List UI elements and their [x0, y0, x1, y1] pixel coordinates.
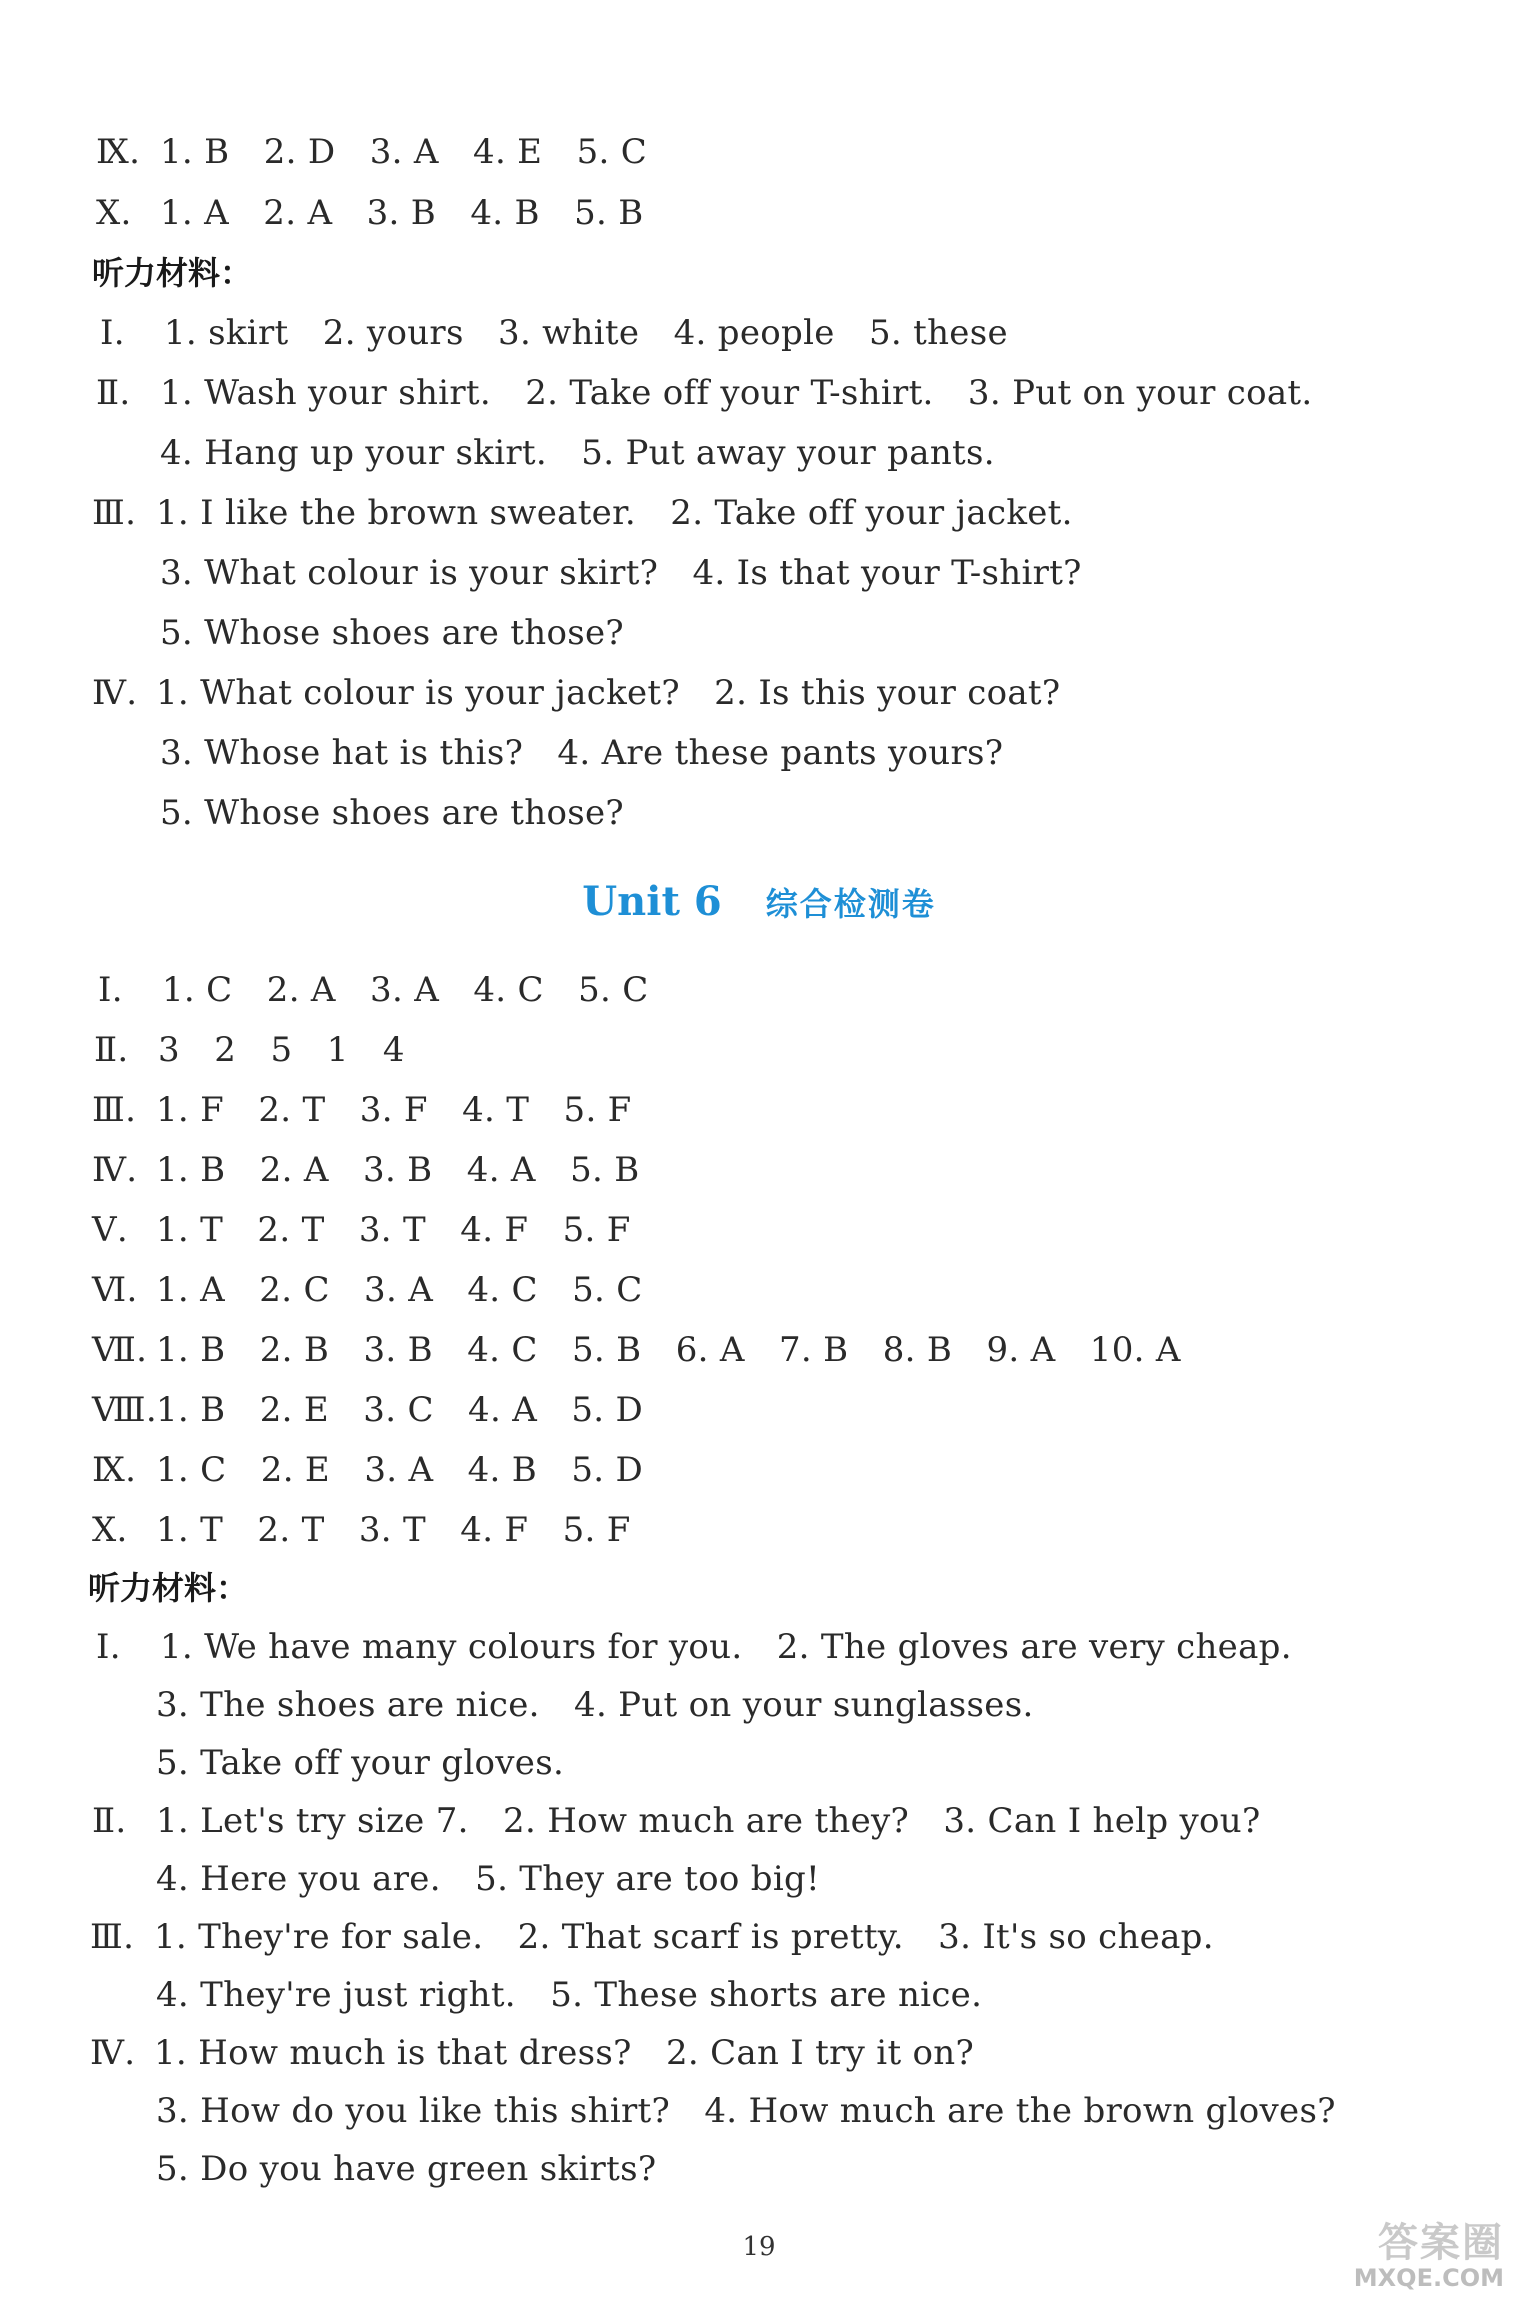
row-text: 4. They're just right. 5. These shorts are nice.	[156, 1975, 983, 2015]
row-label: Ⅲ.	[90, 1917, 135, 1957]
listening-row	[90, 1917, 1214, 1957]
answer-row	[94, 1030, 405, 1070]
row-text: 4. Hang up your skirt. 5. Put away your pants.	[160, 433, 995, 473]
row-text: 1. B 2. B 3. B 4. C 5. B 6. A 7. B 8. B 9. A 10. A	[156, 1330, 1181, 1370]
listening-heading: 听力材料：	[88, 1569, 249, 1607]
answer-row	[96, 132, 647, 172]
row-text: 4. Here you are. 5. They are too big!	[156, 1859, 821, 1899]
listening-row-continued	[160, 793, 624, 833]
listening-row	[92, 1801, 1261, 1841]
watermark-bottom: MXQE.COM	[1353, 2264, 1504, 2292]
answer-row	[92, 1270, 643, 1310]
row-text: 1. Let's try size 7. 2. How much are they? 3. Can I help you?	[156, 1801, 1261, 1841]
listening-row-continued	[160, 733, 1003, 773]
row-text: 5. Take off your gloves.	[156, 1743, 565, 1783]
listening-row	[90, 2033, 974, 2073]
row-label: Ⅳ.	[90, 2033, 136, 2073]
listening-row	[100, 313, 1008, 353]
listening-row	[96, 373, 1313, 413]
row-text: 1. B 2. A 3. B 4. A 5. B	[156, 1150, 640, 1190]
row-label: Ⅶ.	[92, 1330, 148, 1370]
row-text: 3. Whose hat is this? 4. Are these pants yours?	[160, 733, 1004, 773]
row-label: Ⅷ.	[92, 1390, 157, 1430]
row-label: Ⅱ.	[92, 1801, 127, 1841]
row-label: Ⅹ.	[92, 1510, 128, 1550]
row-text: 1. What colour is your jacket? 2. Is this your coat?	[156, 673, 1061, 713]
unit-subtitle: 综合检测卷	[765, 885, 936, 923]
listening-row	[92, 673, 1060, 713]
watermark-logo	[1336, 2221, 1504, 2295]
row-text: 1. T 2. T 3. T 4. F 5. F	[156, 1210, 631, 1250]
row-label: Ⅱ.	[94, 1030, 129, 1070]
row-text: 1. I like the brown sweater. 2. Take off your jacket.	[156, 493, 1073, 533]
row-text: 1. We have many colours for you. 2. The gloves are very cheap.	[160, 1627, 1292, 1667]
row-label: Ⅰ.	[98, 970, 123, 1010]
listening-row	[92, 493, 1073, 533]
row-label: Ⅵ.	[92, 1270, 138, 1310]
row-text: 1. B 2. E 3. C 4. A 5. D	[156, 1390, 644, 1430]
row-text: 3 2 5 1 4	[158, 1030, 405, 1070]
listening-row-continued	[160, 613, 624, 653]
row-text: 1. T 2. T 3. T 4. F 5. F	[156, 1510, 631, 1550]
row-label: Ⅲ.	[92, 1090, 137, 1130]
row-text: 3. The shoes are nice. 4. Put on your sunglasses.	[156, 1685, 1034, 1725]
listening-row-continued	[160, 433, 995, 473]
row-label: Ⅸ.	[96, 132, 141, 172]
answer-row	[92, 1090, 632, 1130]
listening-row-continued	[160, 553, 1082, 593]
row-label: Ⅰ.	[100, 313, 125, 353]
row-label: Ⅸ.	[92, 1450, 137, 1490]
row-text: 1. A 2. C 3. A 4. C 5. C	[156, 1270, 643, 1310]
row-label: Ⅰ.	[96, 1627, 121, 1667]
row-text: 1. B 2. D 3. A 4. E 5. C	[160, 132, 648, 172]
watermark-top: 答案圈	[1378, 2220, 1504, 2266]
listening-row-continued	[156, 1859, 820, 1899]
row-text: 5. Do you have green skirts?	[156, 2149, 657, 2189]
row-label: Ⅹ.	[96, 193, 132, 233]
row-text: 5. Whose shoes are those?	[160, 613, 624, 653]
row-text: 5. Whose shoes are those?	[160, 793, 624, 833]
row-text: 3. What colour is your skirt? 4. Is that your T-shirt?	[160, 553, 1082, 593]
listening-heading: 听力材料：	[92, 254, 253, 292]
listening-row-continued	[156, 1975, 982, 2015]
row-label: Ⅱ.	[96, 373, 131, 413]
answer-row	[98, 970, 649, 1010]
row-text: 1. C 2. A 3. A 4. C 5. C	[162, 970, 649, 1010]
row-text: 1. C 2. E 3. A 4. B 5. D	[156, 1450, 644, 1490]
listening-row-continued	[156, 2091, 1336, 2131]
row-text: 1. They're for sale. 2. That scarf is pretty. 3. It's so cheap.	[154, 1917, 1214, 1957]
row-text: 1. Wash your shirt. 2. Take off your T-shirt. 3. Put on your coat.	[160, 373, 1313, 413]
listening-row-continued	[156, 1685, 1034, 1725]
row-label: Ⅲ.	[92, 493, 137, 533]
answer-row	[92, 1390, 643, 1430]
page-number: 19	[742, 2232, 776, 2262]
row-text: 1. How much is that dress? 2. Can I try it on?	[154, 2033, 975, 2073]
unit-number: Unit 6	[582, 878, 722, 925]
answer-row	[92, 1150, 640, 1190]
unit-title	[0, 880, 1518, 932]
listening-row-continued	[156, 2149, 656, 2189]
row-text: 1. A 2. A 3. B 4. B 5. B	[160, 193, 644, 233]
answer-row	[92, 1210, 631, 1250]
answer-row	[92, 1450, 643, 1490]
answer-row	[96, 193, 644, 233]
row-label: Ⅳ.	[92, 673, 138, 713]
row-text: 1. skirt 2. yours 3. white 4. people 5. these	[164, 313, 1008, 353]
row-text: 1. F 2. T 3. F 4. T 5. F	[156, 1090, 632, 1130]
listening-row	[96, 1627, 1292, 1667]
answer-row	[92, 1330, 1181, 1370]
row-label: Ⅳ.	[92, 1150, 138, 1190]
listening-row-continued	[156, 1743, 564, 1783]
answer-row	[92, 1510, 631, 1550]
row-label: Ⅴ.	[92, 1210, 128, 1250]
row-text: 3. How do you like this shirt? 4. How much are the brown gloves?	[156, 2091, 1336, 2131]
